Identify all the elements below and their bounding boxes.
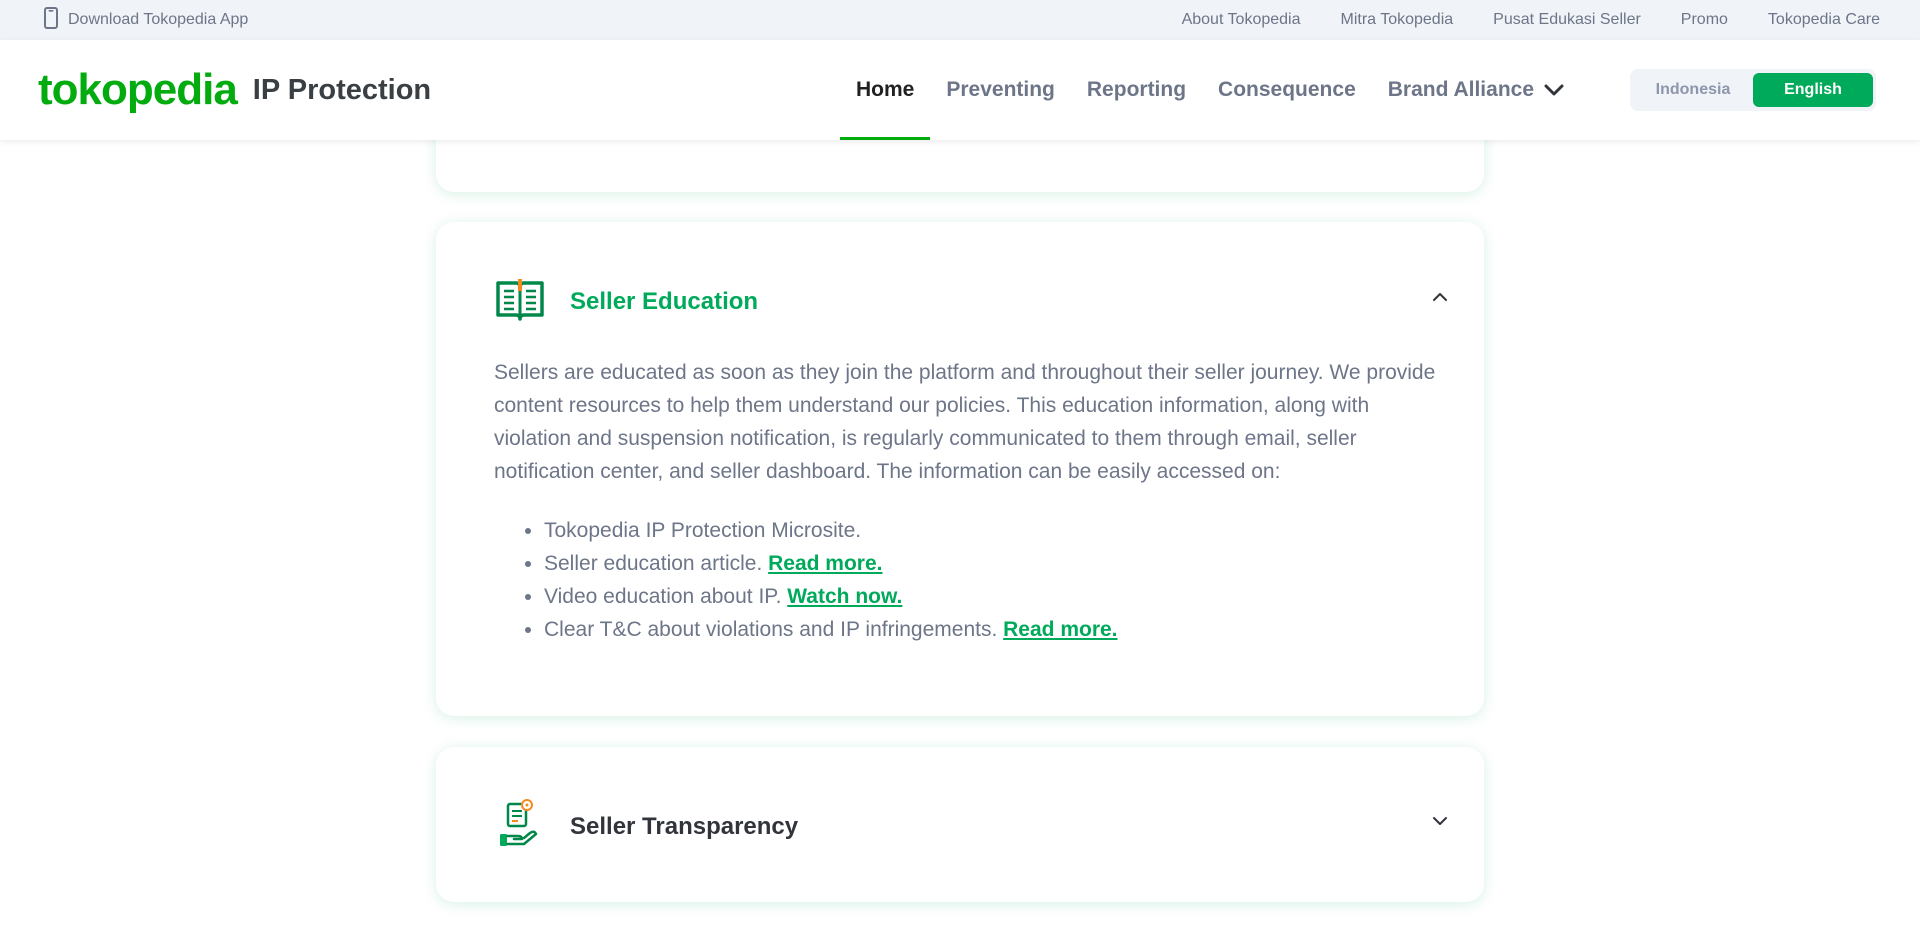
tokopedia-logo: tokopedia bbox=[38, 65, 237, 114]
nav-consequence[interactable] bbox=[1202, 40, 1372, 140]
download-app-link[interactable] bbox=[44, 7, 248, 34]
main-nav bbox=[840, 40, 1580, 140]
list-item-text: Clear T&C about violations and IP infringements. bbox=[544, 618, 1004, 641]
nav-brand-alliance[interactable] bbox=[1372, 40, 1580, 140]
chevron-down-icon[interactable] bbox=[1432, 814, 1448, 832]
list-item bbox=[544, 514, 1444, 547]
link-pusat-edukasi-seller[interactable]: Pusat Edukasi Seller bbox=[1493, 11, 1641, 28]
read-more-article-link[interactable]: Read more. bbox=[768, 552, 883, 575]
list-item bbox=[544, 547, 1444, 580]
seller-transparency-title: Seller Transparency bbox=[570, 812, 799, 840]
list-item-text: Tokopedia IP Protection Microsite. bbox=[544, 519, 862, 542]
nav-brand-alliance-label: Brand Alliance bbox=[1387, 78, 1535, 101]
language-switch bbox=[1630, 69, 1876, 111]
hand-document-icon bbox=[494, 798, 546, 855]
link-tokopedia-care[interactable]: Tokopedia Care bbox=[1767, 11, 1880, 28]
seller-transparency-header[interactable] bbox=[494, 798, 798, 855]
utility-links bbox=[1182, 11, 1880, 29]
seller-education-content bbox=[494, 356, 1444, 646]
language-indonesia-option[interactable]: Indonesia bbox=[1655, 81, 1731, 98]
list-item-text: Video education about IP. bbox=[544, 585, 788, 608]
chevron-up-icon[interactable] bbox=[1432, 290, 1448, 308]
phone-icon bbox=[44, 7, 58, 34]
seller-education-card bbox=[436, 222, 1484, 716]
nav-home-label: Home bbox=[856, 78, 915, 101]
main-header bbox=[0, 40, 1920, 140]
link-promo[interactable]: Promo bbox=[1680, 11, 1728, 28]
list-item bbox=[544, 613, 1444, 646]
link-about-tokopedia[interactable]: About Tokopedia bbox=[1181, 11, 1301, 28]
chevron-down-icon bbox=[1544, 83, 1564, 97]
language-english-option[interactable]: English bbox=[1753, 73, 1873, 107]
brand[interactable] bbox=[38, 65, 432, 114]
nav-preventing-label: Preventing bbox=[946, 78, 1055, 101]
link-mitra-tokopedia[interactable]: Mitra Tokopedia bbox=[1340, 11, 1454, 28]
top-utility-bar bbox=[0, 0, 1920, 40]
list-item bbox=[544, 580, 1444, 613]
product-title: IP Protection bbox=[252, 73, 432, 106]
nav-reporting[interactable] bbox=[1071, 40, 1202, 140]
nav-home[interactable] bbox=[840, 40, 930, 140]
seller-education-paragraph: Sellers are educated as soon as they join the platform and throughout their seller journey. We provide content resources to help them understand our policies. This education information, along with violation and suspension notification, is regularly communicated to them through email, seller notification center, and seller dashboard. The information can be easily accessed on: bbox=[494, 361, 1436, 483]
list-item-text: Seller education article. bbox=[544, 552, 769, 575]
nav-preventing[interactable] bbox=[930, 40, 1071, 140]
open-book-icon bbox=[494, 277, 546, 326]
nav-consequence-label: Consequence bbox=[1218, 78, 1356, 101]
seller-education-header[interactable] bbox=[494, 277, 758, 326]
seller-education-title: Seller Education bbox=[570, 287, 759, 315]
watch-now-link[interactable]: Watch now. bbox=[787, 585, 903, 608]
seller-education-list bbox=[494, 514, 1444, 646]
read-more-tnc-link[interactable]: Read more. bbox=[1003, 618, 1118, 641]
download-app-label: Download Tokopedia App bbox=[68, 11, 249, 28]
nav-reporting-label: Reporting bbox=[1086, 78, 1187, 101]
seller-transparency-card bbox=[436, 747, 1484, 902]
